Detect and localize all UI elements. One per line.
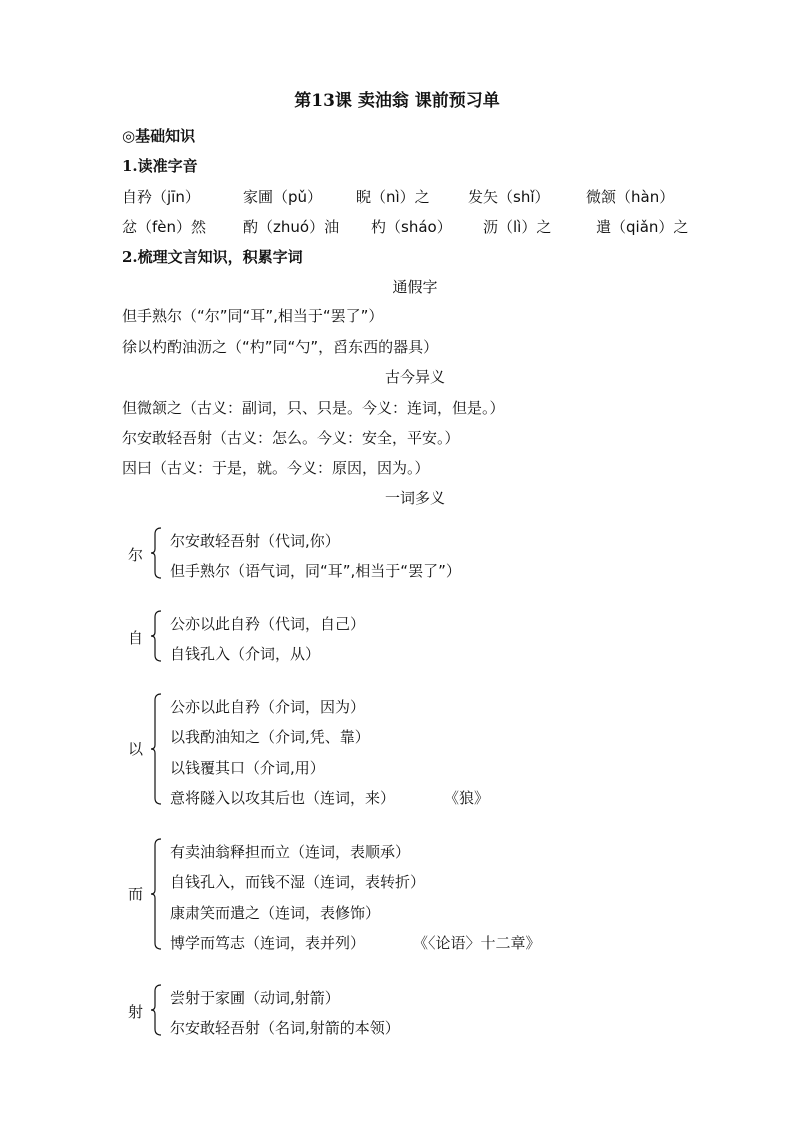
pinyin-item: 睨（nì）之: [356, 188, 430, 206]
group-char-er2: 而: [128, 885, 144, 903]
group-item: 尔安敢轻吾射（代词,你）: [170, 532, 340, 550]
brace: [150, 693, 162, 805]
source-citation: 《狼》: [444, 789, 490, 807]
page-title: 第13课 卖油翁 课前预习单: [294, 91, 500, 111]
group-item: 自钱孔入（介词，从）: [170, 645, 321, 663]
source-citation: 《〈论语〉十二章》: [413, 934, 541, 952]
group-char-er: 尔: [128, 546, 144, 564]
pinyin-item: 杓（sháo）: [371, 218, 452, 236]
pinyin-item: 酌（zhuó）油: [243, 218, 340, 236]
group-item: 尝射于家圃（动词,射箭）: [170, 989, 340, 1007]
pinyin-item: 家圃（pǔ）: [243, 188, 323, 206]
heading-duoyi: 一词多义: [384, 489, 445, 507]
brace: [150, 610, 162, 662]
pinyin-item: 微颔（hàn）: [586, 188, 675, 206]
group-item: 意将隧入以攻其后也（连词，来）: [170, 789, 396, 807]
heading-gujin: 古今异义: [384, 368, 445, 386]
pinyin-item: 遣（qiǎn）之: [596, 218, 689, 236]
group-char-yi: 以: [128, 740, 144, 758]
group-item: 但手熟尔（语气词，同“耳”,相当于“罢了”）: [170, 562, 461, 580]
brace: [150, 984, 162, 1036]
pinyin-item: 自矜（jīn）: [122, 188, 200, 206]
brace: [150, 838, 162, 950]
tongjia-item: 徐以杓酌油沥之（“杓”同“勺”，舀东西的器具）: [122, 338, 439, 356]
group-item: 公亦以此自矜（代词，自己）: [170, 615, 366, 633]
pinyin-item: 沥（lì）之: [483, 218, 552, 236]
group-item: 有卖油翁释担而立（连词，表顺承）: [170, 843, 411, 861]
group-item: 以钱覆其口（介词,用）: [170, 759, 325, 777]
group-item: 康肃笑而遣之（连词，表修饰）: [170, 904, 381, 922]
group-char-she: 射: [128, 1003, 144, 1021]
gujin-item: 因曰（古义：于是，就。今义：原因，因为。）: [122, 459, 430, 477]
group-item: 公亦以此自矜（介词，因为）: [170, 698, 366, 716]
subheading-pronunciation: 1.读准字音: [122, 157, 198, 175]
tongjia-item: 但手熟尔（“尔”同“耳”,相当于“罢了”）: [122, 307, 384, 325]
brace: [150, 527, 162, 579]
pinyin-item: 发矢（shǐ）: [468, 188, 550, 206]
pinyin-item: 忿（fèn）然: [122, 218, 207, 236]
group-item: 以我酌油知之（介词,凭、靠）: [170, 728, 370, 746]
gujin-item: 尔安敢轻吾射（古义：怎么。今义：安全，平安。）: [122, 429, 460, 447]
group-item: 自钱孔入，而钱不湿（连词，表转折）: [170, 873, 426, 891]
subheading-classical-words: 2.梳理文言知识，积累字词: [122, 248, 303, 266]
group-char-zi: 自: [128, 629, 144, 647]
heading-tongjia: 通假字: [392, 278, 438, 296]
section-basic-heading: ◎基础知识: [122, 127, 196, 145]
group-item: 尔安敢轻吾射（名词,射箭的本领）: [170, 1019, 400, 1037]
group-item: 博学而笃志（连词，表并列）: [170, 934, 366, 952]
gujin-item: 但微颔之（古义：副词，只、只是。今义：连词，但是。）: [122, 399, 505, 417]
